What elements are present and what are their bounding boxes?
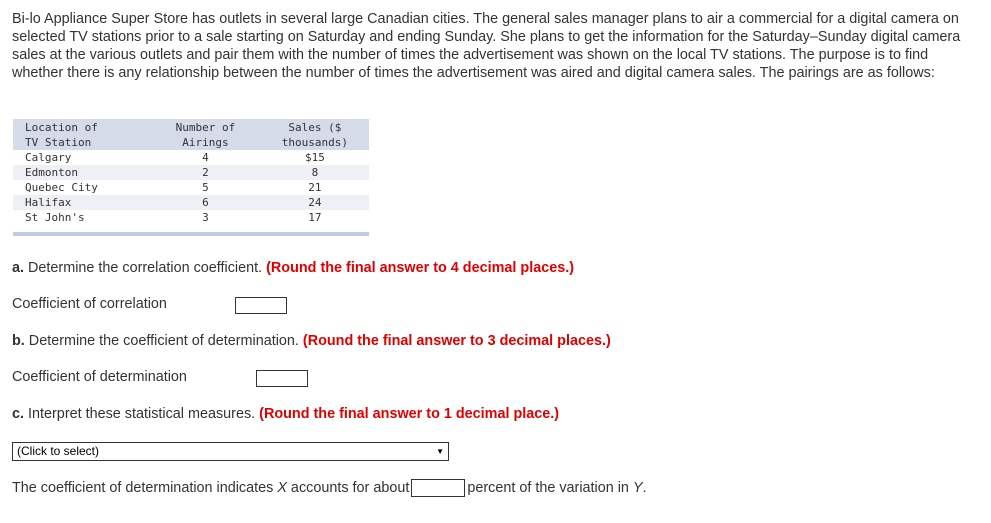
data-table [13, 119, 369, 236]
question-a: a. Determine the correlation coefficient. (Round the final answer to 4 decimal places.) [12, 260, 574, 276]
interpretation-sentence: The coefficient of determination indicates X accounts for about percent of the variation in Y. [12, 479, 647, 496]
cell-sales: 21 [308, 181, 322, 194]
correlation-input[interactable] [235, 297, 287, 314]
determination-label: Coefficient of determination [12, 369, 187, 385]
table-row [13, 150, 369, 165]
cell-sales: 8 [261, 165, 369, 180]
table-row [13, 180, 369, 195]
table-header-row [13, 119, 369, 150]
cell-airings: 3 [202, 211, 209, 224]
cell-location: St John's [25, 211, 85, 224]
question-c: c. Interpret these statistical measures. (Round the final answer to 1 decimal place.) [12, 406, 560, 422]
column-header-sales: Sales ($ thousands) [261, 119, 369, 150]
rounding-note-b: (Round the final answer to 3 decimal places.) [302, 333, 611, 349]
table-row [13, 210, 369, 234]
column-header-location: Location of TV Station [13, 119, 150, 150]
cell-location: Quebec City [25, 181, 98, 194]
cell-location: Edmonton [13, 165, 150, 180]
cell-airings: 2 [150, 165, 261, 180]
rounding-note-c: (Round the final answer to 1 decimal place.) [259, 406, 560, 422]
question-b: b. Determine the coefficient of determination. (Round the final answer to 3 decimal places.) [12, 333, 611, 349]
cell-location: Calgary [25, 151, 72, 164]
correlation-label: Coefficient of correlation [12, 296, 167, 312]
cell-location: Halifax [13, 195, 150, 210]
percent-input[interactable] [411, 479, 465, 497]
cell-sales: 24 [261, 195, 369, 210]
determination-input[interactable] [256, 370, 308, 387]
cell-airings: 5 [202, 181, 209, 194]
column-header-airings: Number of Airings [150, 119, 261, 150]
cell-sales: 17 [308, 211, 322, 224]
table-row [13, 165, 369, 180]
chevron-down-icon: ▼ [436, 447, 444, 456]
cell-sales: $15 [304, 151, 325, 164]
select-value: (Click to select) [17, 444, 100, 458]
table-row [13, 195, 369, 210]
interpretation-select[interactable] [12, 442, 449, 461]
rounding-note-a: (Round the final answer to 4 decimal places.) [266, 260, 574, 276]
cell-airings: 6 [150, 195, 261, 210]
problem-intro: Bi-lo Appliance Super Store has outlets in several large Canadian cities. The general sales manager plans to air a commercial for a digital camera on selected TV stations prior to a sale starting on Saturday and ending Sunday. She plans to get the information for the Saturday–Sunday digital camera sales at the various outlets and pair them with the number of times the advertisement was shown on the local TV stations. The purpose is to find whether there is any relationship between the number of times the advertisement was aired and digital camera sales. The pairings are as follows: [12, 11, 961, 81]
cell-airings: 4 [202, 151, 209, 164]
